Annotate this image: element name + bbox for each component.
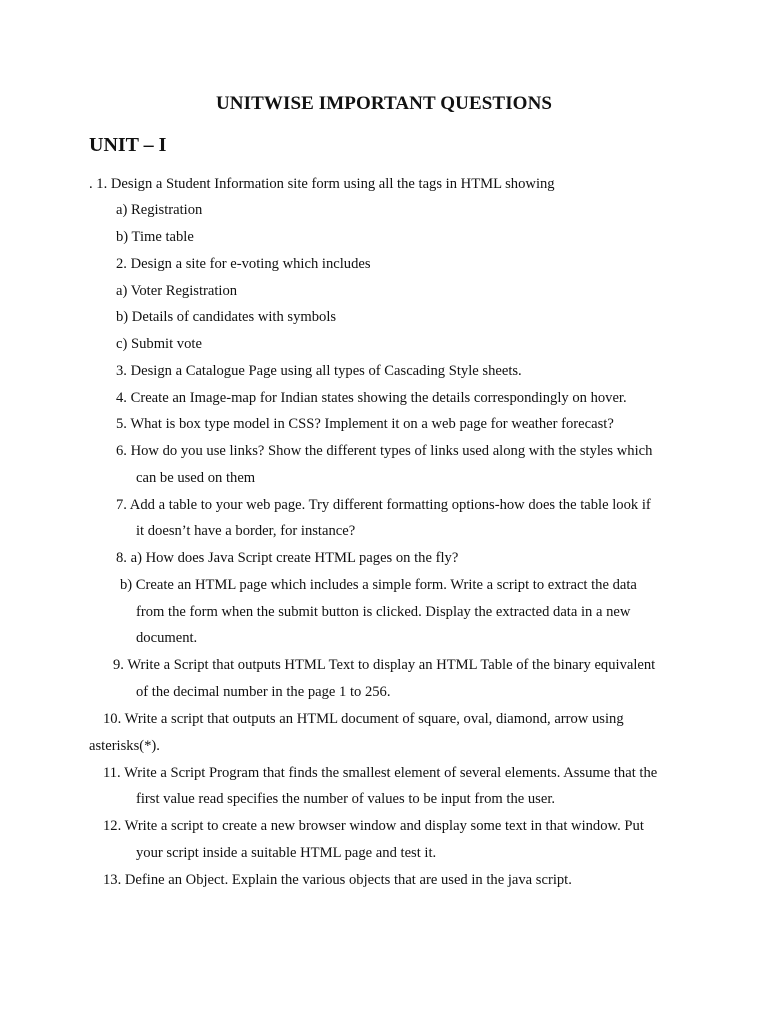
question-2: 2. Design a site for e-voting which includes <box>116 256 371 272</box>
question-12-continued: your script inside a suitable HTML page and test it. <box>136 845 437 861</box>
question-2-option-c: c) Submit vote <box>116 336 202 352</box>
question-6: 6. How do you use links? Show the different types of links used along with the styles which <box>116 443 653 459</box>
question-1-option-b: b) Time table <box>116 229 194 245</box>
question-10: 10. Write a script that outputs an HTML document of square, oval, diamond, arrow using <box>103 711 624 727</box>
question-2-option-a: a) Voter Registration <box>116 283 238 299</box>
question-11-continued: first value read specifies the number of values to be input from the user. <box>136 791 556 807</box>
question-7: 7. Add a table to your web page. Try different formatting options-how does the table look if <box>116 497 651 513</box>
question-9: 9. Write a Script that outputs HTML Text to display an HTML Table of the binary equivalent <box>113 657 656 673</box>
question-13: 13. Define an Object. Explain the various objects that are used in the java script. <box>103 872 572 888</box>
question-12: 12. Write a script to create a new browser window and display some text in that window. Put <box>103 818 644 834</box>
question-9-continued: of the decimal number in the page 1 to 256. <box>136 684 391 700</box>
question-1-option-a: a) Registration <box>116 202 203 218</box>
question-8b: b) Create an HTML page which includes a simple form. Write a script to extract the data <box>120 577 637 593</box>
question-1: . 1. Design a Student Information site form using all the tags in HTML showing <box>89 176 555 192</box>
question-8a: 8. a) How does Java Script create HTML pages on the fly? <box>116 550 459 566</box>
question-2-option-b: b) Details of candidates with symbols <box>116 309 337 325</box>
question-10-continued: asterisks(*). <box>89 738 160 754</box>
question-3: 3. Design a Catalogue Page using all types of Cascading Style sheets. <box>116 363 522 379</box>
question-5: 5. What is box type model in CSS? Implement it on a web page for weather forecast? <box>116 416 614 432</box>
question-7-continued: it doesn’t have a border, for instance? <box>136 523 356 539</box>
question-11: 11. Write a Script Program that finds the smallest element of several elements. Assume that the <box>103 765 658 781</box>
question-8b-continued: from the form when the submit button is clicked. Display the extracted data in a new <box>136 604 631 620</box>
question-4: 4. Create an Image-map for Indian states showing the details correspondingly on hover. <box>116 390 627 406</box>
document-title: UNITWISE IMPORTANT QUESTIONS <box>215 93 553 114</box>
unit-heading: UNIT – I <box>89 134 167 156</box>
question-6-continued: can be used on them <box>136 470 256 486</box>
question-8b-continued-2: document. <box>136 630 198 646</box>
